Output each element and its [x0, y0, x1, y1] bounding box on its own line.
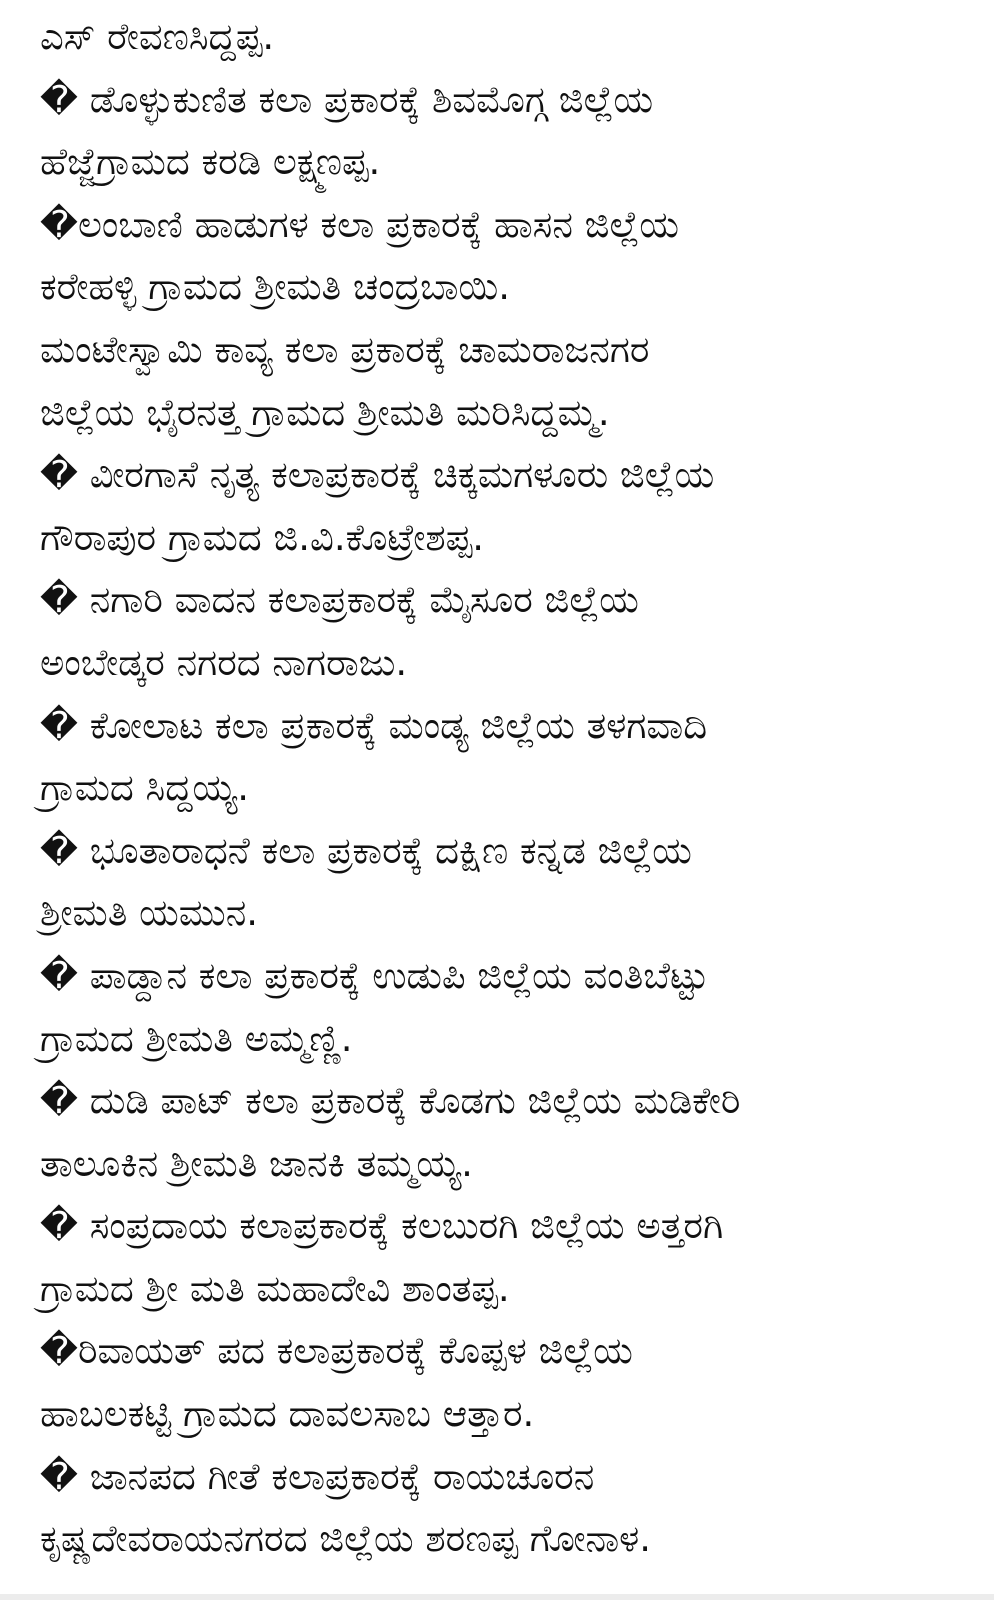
text-line: � ಜಾನಪದ ಗೀತೆ ಕಲಾಪ್ರಕಾರಕ್ಕೆ ರಾಯಚೂರನ: [40, 1454, 595, 1498]
text-line: �ಲಂಬಾಣಿ ಹಾಡುಗಳ ಕಲಾ ಪ್ರಕಾರಕ್ಕೆ ಹಾಸನ ಜಿಲ್ಲೆಯ: [40, 202, 680, 246]
text-line: � ಕೋಲಾಟ ಕಲಾ ಪ್ರಕಾರಕ್ಕೆ ಮಂಡ್ಯ ಜಿಲ್ಲೆಯ ತಳಗವಾದಿ: [40, 703, 708, 747]
bottom-edge-divider: [0, 1594, 994, 1600]
text-line: � ವೀರಗಾಸೆ ನೃತ್ಯ ಕಲಾಪ್ರಕಾರಕ್ಕೆ ಚಿಕ್ಕಮಗಳೂರು ಜಿಲ್ಲೆಯ: [40, 453, 715, 497]
text-line: � ಡೊಳ್ಳುಕುಣಿತ ಕಲಾ ಪ್ರಕಾರಕ್ಕೆ ಶಿವಮೊಗ್ಗ ಜಿಲ್ಲೆಯ: [40, 77, 654, 121]
text-line: ಹಾಬಲಕಟ್ಟಿ ಗ್ರಾಮದ ದಾವಲಸಾಬ ಆತ್ತಾರ.: [40, 1392, 535, 1436]
text-line: ಹೆಜ್ಜೆಗ್ರಾಮದ ಕರಡಿ ಲಕ್ಷ್ಮಣಪ್ಪ.: [40, 140, 381, 184]
text-line: ಗ್ರಾಮದ ಶ್ರೀಮತಿ ಅಮ್ಮಣ್ಣಿ.: [40, 1016, 353, 1060]
text-line: � ನಗಾರಿ ವಾದನ ಕಲಾಪ್ರಕಾರಕ್ಕೆ ಮೈಸೂರ ಜಿಲ್ಲೆಯ: [40, 578, 639, 622]
text-line: � ದುಡಿ ಪಾಟ್ ಕಲಾ ಪ್ರಕಾರಕ್ಕೆ ಕೊಡಗು ಜಿಲ್ಲೆಯ ಮಡಿಕೇರಿ: [40, 1079, 741, 1123]
text-line: � ಪಾಡ್ದಾನ ಕಲಾ ಪ್ರಕಾರಕ್ಕೆ ಉಡುಪಿ ಜಿಲ್ಲೆಯ ವಂತಿಬೆಟ್ಟು: [40, 953, 709, 997]
text-line: �ರಿವಾಯತ್ ಪದ ಕಲಾಪ್ರಕಾರಕ್ಕೆ ಕೊಪ್ಪಳ ಜಿಲ್ಲೆಯ: [40, 1329, 633, 1373]
text-line: ಮಂಟೇಸ್ವಾಮಿ ಕಾವ್ಯ ಕಲಾ ಪ್ರಕಾರಕ್ಕೆ ಚಾಮರಾಜನಗರ: [40, 327, 650, 371]
text-line: ಅಂಬೇಡ್ಕರ ನಗರದ ನಾಗರಾಜು.: [40, 640, 408, 684]
text-line: ಗೌರಾಪುರ ಗ್ರಾಮದ ಜಿ.ವಿ.ಕೊಟ್ರೇಶಪ್ಪ.: [40, 515, 485, 559]
text-line: ಕರೇಹಳ್ಳಿ ಗ್ರಾಮದ ಶ್ರೀಮತಿ ಚಂದ್ರಬಾಯಿ.: [40, 265, 510, 309]
text-line: ತಾಲೂಕಿನ ಶ್ರೀಮತಿ ಜಾನಕಿ ತಮ್ಮಯ್ಯ.: [40, 1141, 473, 1185]
document-body: [40, 6, 980, 1571]
text-line: ಗ್ರಾಮದ ಸಿದ್ದಯ್ಯ.: [40, 766, 249, 810]
text-line: ಗ್ರಾಮದ ಶ್ರೀ ಮತಿ ಮಹಾದೇವಿ ಶಾಂತಪ್ಪ.: [40, 1266, 510, 1310]
text-line: � ಭೂತಾರಾಧನೆ ಕಲಾ ಪ್ರಕಾರಕ್ಕೆ ದಕ್ಷಿಣ ಕನ್ನಡ ಜಿಲ್ಲೆಯ: [40, 828, 692, 872]
text-line: ಜಿಲ್ಲೆಯ ಭೈರನತ್ತ ಗ್ರಾಮದ ಶ್ರೀಮತಿ ಮರಿಸಿದ್ದಮ್ಮ.: [40, 390, 610, 434]
text-line: ಕೃಷ್ಣದೇವರಾಯನಗರದ ಜಿಲ್ಲೆಯ ಶರಣಪ್ಪ ಗೋನಾಳ.: [40, 1517, 651, 1561]
text-line: ಎಸ್ ರೇವಣಸಿದ್ದಪ್ಪ.: [40, 15, 275, 58]
text-line: � ಸಂಪ್ರದಾಯ ಕಲಾಪ್ರಕಾರಕ್ಕೆ ಕಲಬುರಗಿ ಜಿಲ್ಲೆಯ ಅತ್ತರಗಿ: [40, 1204, 724, 1248]
text-line: ಶ್ರೀಮತಿ ಯಮುನ.: [40, 891, 259, 935]
